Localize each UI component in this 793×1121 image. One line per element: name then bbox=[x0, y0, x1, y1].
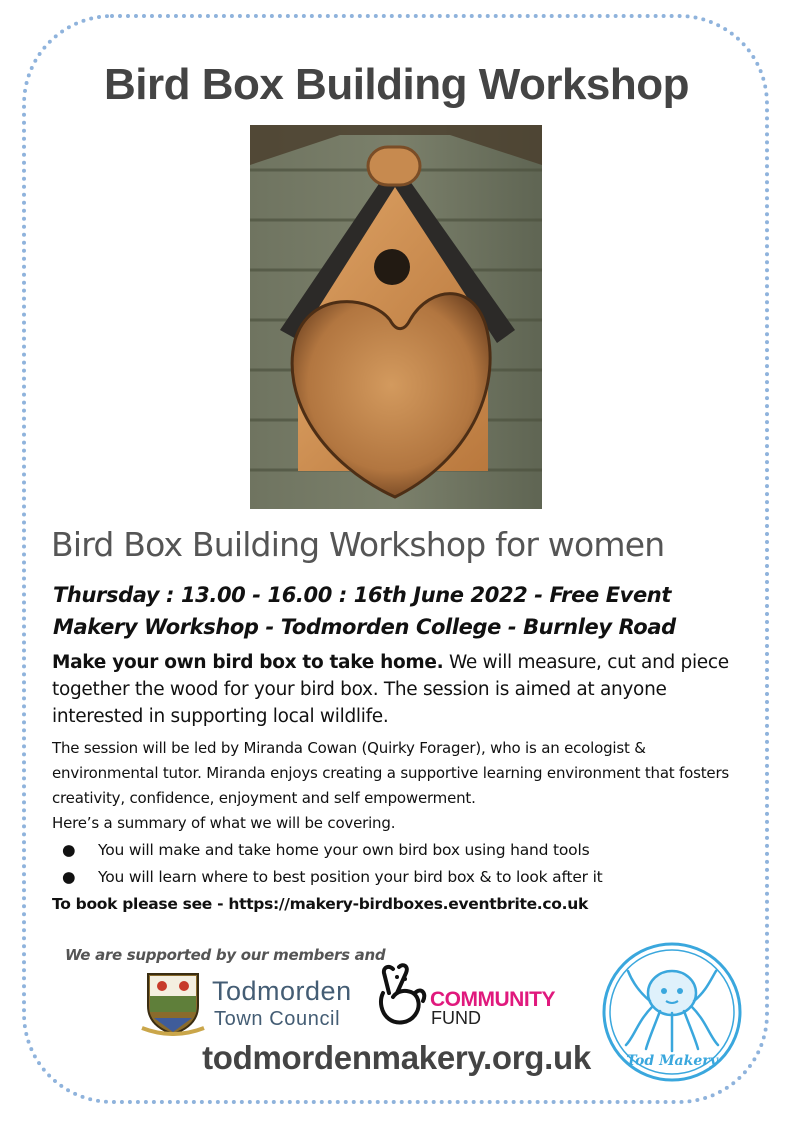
leader-paragraph: The session will be led by Miranda Cowan (Quirky Forager), who is an ecologist & environmental tutor. Miranda enjoys creating a supportive learning environment that fosters creativity, confidence, enjoyment and self empowerment. bbox=[52, 739, 730, 807]
council-logo bbox=[140, 970, 370, 1036]
community-label: COMMUNITY bbox=[430, 988, 555, 1011]
bullet-text: You will make and take home your own bird box using hand tools bbox=[98, 841, 590, 859]
community-fund-logo bbox=[375, 963, 575, 1033]
intro-paragraph bbox=[52, 649, 752, 730]
crest-icon bbox=[140, 970, 206, 1036]
page-title: Bird Box Building Workshop bbox=[103, 60, 690, 109]
fund-label: FUND bbox=[431, 1008, 481, 1028]
supporters-heading: We are supported by our members and bbox=[65, 946, 386, 964]
tod-makery-label: Tod Makery bbox=[626, 1053, 718, 1069]
intro-rest: We will measure, cut and piece together the wood for your bird box. The session is aimed at anyone interested in supporting local wildlife. bbox=[52, 652, 729, 727]
council-name: Todmorden bbox=[212, 976, 352, 1006]
council-subtitle: Town Council bbox=[214, 1008, 341, 1030]
subtitle: Bird Box Building Workshop for women bbox=[51, 525, 665, 564]
bullet-icon: ● bbox=[62, 841, 76, 859]
event-date-time: Thursday : 13.00 - 16.00 : 16th June 2022 - Free Event bbox=[53, 583, 671, 607]
bullet-icon: ● bbox=[62, 868, 76, 886]
summary-lead: Here’s a summary of what we will be covering. bbox=[52, 814, 396, 832]
body-text bbox=[52, 736, 752, 836]
event-location: Makery Workshop - Todmorden College - Burnley Road bbox=[53, 615, 676, 639]
booking-link[interactable]: To book please see - https://makery-birdboxes.eventbrite.co.uk bbox=[52, 895, 588, 913]
intro-bold: Make your own bird box to take home. bbox=[52, 652, 444, 673]
website-url[interactable]: todmordenmakery.org.uk bbox=[202, 1039, 591, 1076]
event-details bbox=[53, 579, 676, 643]
bird-box-photo bbox=[250, 125, 542, 509]
crossed-fingers-icon bbox=[375, 963, 429, 1029]
bullet-text: You will learn where to best position your bird box & to look after it bbox=[98, 868, 603, 886]
